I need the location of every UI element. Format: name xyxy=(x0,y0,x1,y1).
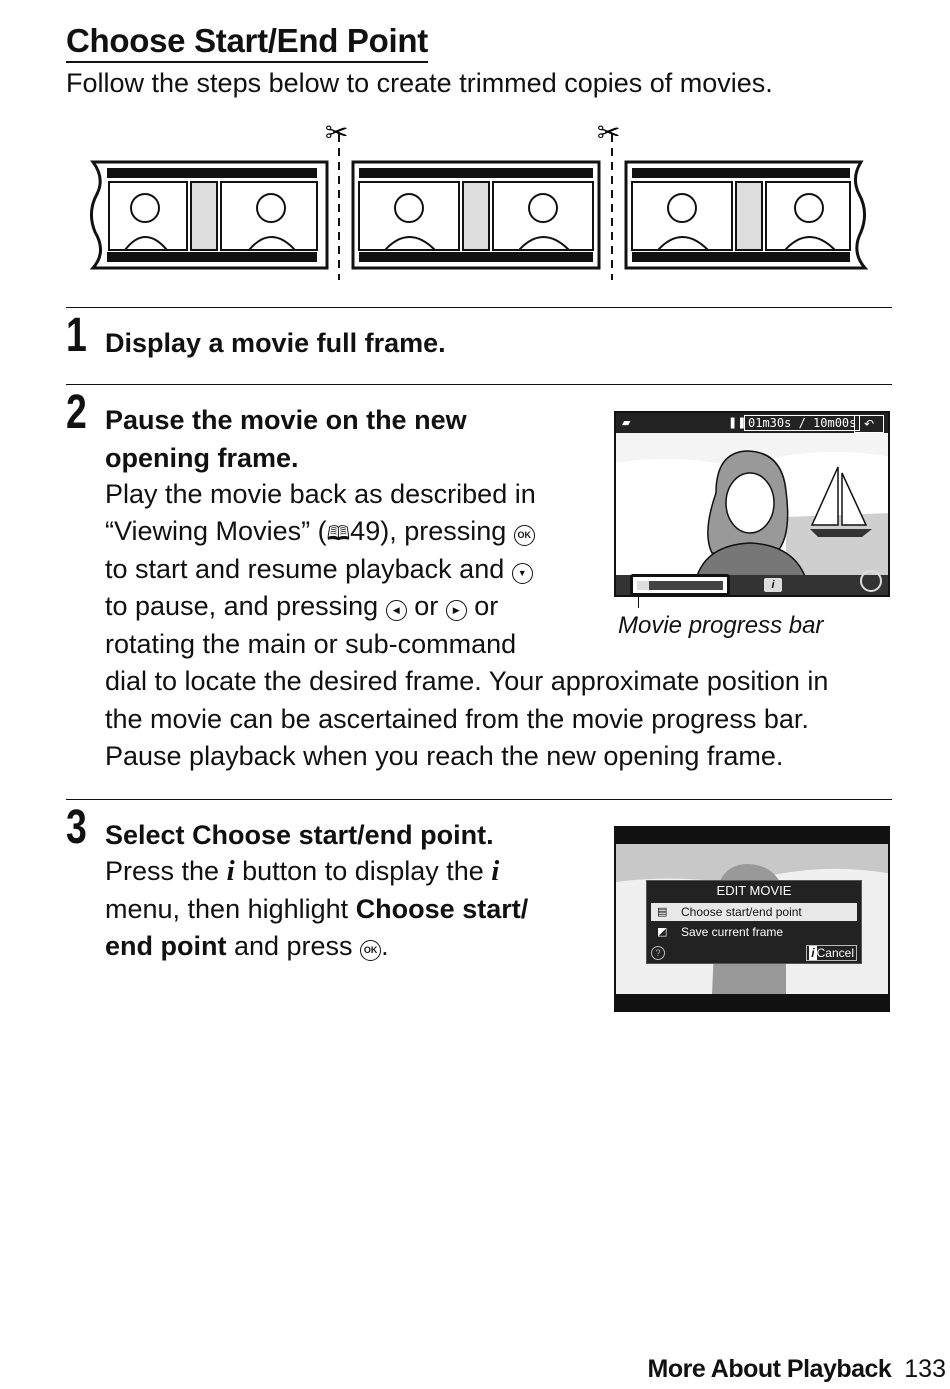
i-button-icon: i xyxy=(491,855,500,887)
step-body-line xyxy=(105,853,499,891)
film-strip-segment-1 xyxy=(91,162,327,268)
multi-selector-right-icon: ▶ xyxy=(446,600,467,621)
text: . xyxy=(381,931,389,961)
film-strip-segment-2 xyxy=(353,162,599,268)
book-icon: 🕮 xyxy=(326,523,351,545)
step-body-line xyxy=(105,891,528,929)
text: end point xyxy=(105,931,227,961)
page-title: Choose Start/End Point xyxy=(66,22,428,63)
step-number: 3 xyxy=(66,801,87,854)
movie-progress-bar xyxy=(630,574,730,596)
menu-title: EDIT MOVIE xyxy=(716,883,792,898)
i-button-icon: i xyxy=(226,855,235,887)
step-title: Display a movie full frame. xyxy=(105,328,446,358)
step-body-line xyxy=(105,551,533,589)
section-name: More About Playback xyxy=(647,1355,892,1383)
ok-button-icon: OK xyxy=(360,940,381,961)
return-icon: ↶ xyxy=(854,415,884,433)
step-body-line xyxy=(105,588,498,626)
text: or xyxy=(414,591,439,621)
playback-time: 01m30s / 10m00s xyxy=(744,415,860,431)
text: “Viewing Movies” ( xyxy=(105,516,327,546)
text: and press xyxy=(226,931,361,961)
menu-item-save-frame[interactable]: Save current frame xyxy=(681,925,784,939)
divider xyxy=(66,384,892,385)
page-number: 133 xyxy=(904,1355,946,1383)
step-body-line xyxy=(105,513,535,554)
movie-icon: ▰ xyxy=(622,417,631,429)
text: or xyxy=(474,591,499,621)
film-strip-segment-3 xyxy=(626,162,865,268)
page-footer xyxy=(648,1355,946,1384)
menu-item-choose-start-end[interactable]: Choose start/end point xyxy=(651,903,857,921)
save-frame-icon: ◩ xyxy=(657,926,668,938)
text: button to display the xyxy=(234,856,492,886)
text: Press the xyxy=(105,856,227,886)
divider xyxy=(66,307,892,308)
step-title xyxy=(105,816,494,854)
pause-icon: ❚❚ xyxy=(728,417,747,429)
step-body-line: rotating the main or sub-command xyxy=(105,629,517,659)
step-body-line: Pause playback when you reach the new opening frame. xyxy=(105,741,784,771)
multi-selector-down-icon: ▼ xyxy=(512,563,533,584)
step-number: 2 xyxy=(66,386,87,439)
camera-screen-menu xyxy=(614,826,890,1012)
text: menu, then highlight xyxy=(105,894,356,924)
step-title: opening frame. xyxy=(105,443,299,473)
text: to pause, and pressing xyxy=(105,591,379,621)
step-body-line xyxy=(105,928,389,966)
step-body-line: Play the movie back as described in xyxy=(105,479,536,509)
step-body-line: dial to locate the desired frame. Your approximate position in xyxy=(105,666,829,696)
ok-button-icon: OK xyxy=(514,525,535,546)
help-icon: ? xyxy=(651,946,665,960)
text: Choose start/end point xyxy=(192,820,487,850)
text: 49), pressing xyxy=(350,516,507,546)
info-icon: i xyxy=(764,578,782,592)
camera-screen-playback xyxy=(614,411,890,597)
portrait-image xyxy=(616,433,890,579)
multi-selector-icon xyxy=(860,570,882,592)
intro-text: Follow the steps below to create trimmed copies of movies. xyxy=(66,68,773,98)
text: Choose start/ xyxy=(355,894,529,924)
divider xyxy=(66,799,892,800)
text: Select xyxy=(105,820,193,850)
step-title: Pause the movie on the new xyxy=(105,405,467,435)
progress-fill xyxy=(637,581,649,590)
edit-movie-menu xyxy=(646,880,862,964)
trim-icon: ▤ xyxy=(657,906,668,918)
text: . xyxy=(486,820,494,850)
multi-selector-left-icon: ◀ xyxy=(386,600,407,621)
film-strip-illustration xyxy=(85,112,875,282)
text: to start and resume playback and xyxy=(105,554,505,584)
info-icon: i xyxy=(811,946,815,960)
scissors-icon: ✂ xyxy=(325,116,349,149)
scissors-icon: ✂ xyxy=(597,116,621,149)
step-number: 1 xyxy=(66,309,87,362)
image-caption: Movie progress bar xyxy=(618,612,824,639)
step-body-line: the movie can be ascertained from the movie progress bar. xyxy=(105,704,809,734)
cancel-button[interactable] xyxy=(806,945,857,961)
cancel-label: Cancel xyxy=(816,946,854,960)
callout-line xyxy=(638,596,639,608)
